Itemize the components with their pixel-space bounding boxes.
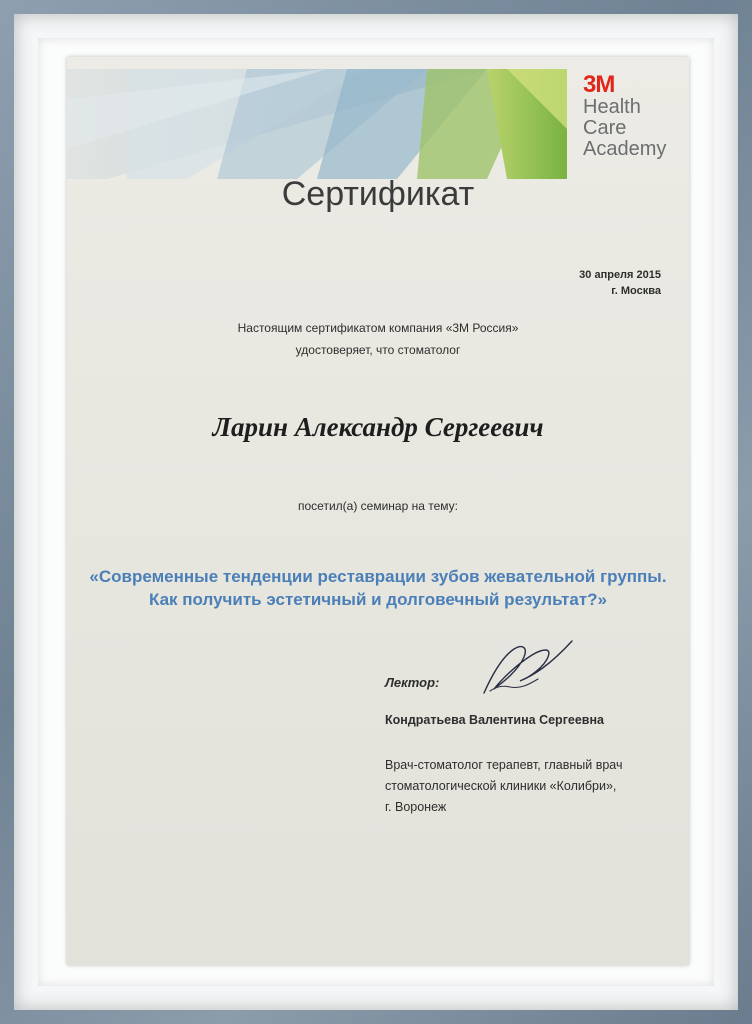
lecturer-name: Кондратьева Валентина Сергеевна — [385, 713, 604, 727]
intro-text — [67, 317, 689, 361]
topic-line-2: Как получить эстетичный и долговечный результат?» — [149, 590, 607, 609]
certificate-title: Сертификат — [281, 175, 475, 213]
brand-logo-3m: 3M — [583, 71, 615, 98]
certificate-paper — [67, 57, 689, 965]
decorative-banner — [67, 69, 567, 179]
brand-logo-text: Health Care Academy — [583, 96, 667, 160]
lecturer-desc-line-3: г. Воронеж — [385, 800, 447, 814]
recipient-name: Ларин Александр Сергеевич — [212, 412, 544, 442]
seminar-topic — [67, 565, 689, 611]
date-location — [579, 267, 661, 299]
lecturer-label: Лектор: — [385, 675, 440, 690]
topic-line-1: «Современные тенденции реставрации зубов жевательной группы. — [89, 567, 667, 586]
certificate-city: г. Москва — [611, 285, 661, 297]
attended-text: посетил(а) семинар на тему: — [298, 499, 458, 513]
intro-line-2: удостоверяет, что стоматолог — [295, 343, 461, 357]
lecturer-description — [385, 755, 675, 818]
lecturer-signature — [472, 635, 582, 705]
certificate-date: 30 апреля 2015 — [579, 269, 661, 281]
lecturer-desc-line-1: Врач-стоматолог терапевт, главный врач — [385, 758, 623, 772]
intro-line-1: Настоящим сертификатом компания «3М Россия» — [237, 321, 519, 335]
lecturer-desc-line-2: стоматологической клиники «Колибри», — [385, 779, 617, 793]
